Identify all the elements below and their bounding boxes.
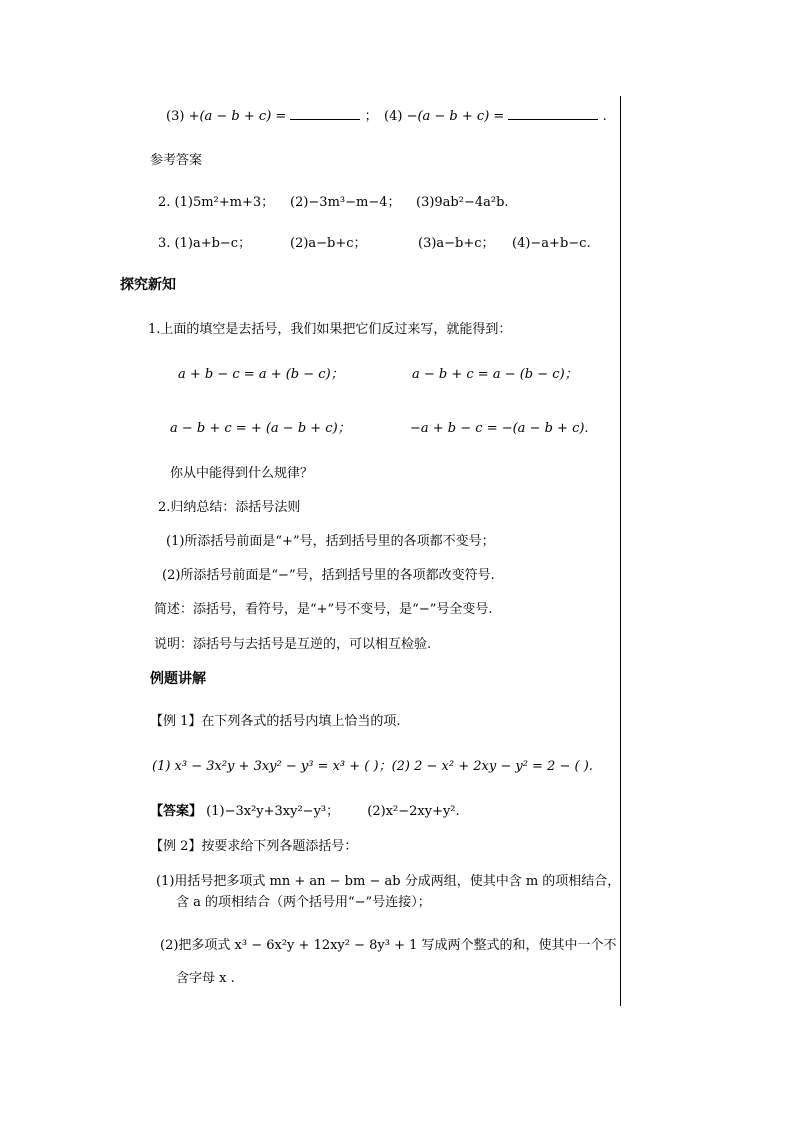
explore-heading: 探究新知 (120, 277, 176, 293)
rule-brief: 简述：添括号，看符号，是“+”号不变号，是“−”号全变号. (154, 602, 493, 617)
example-1-answer: 【答案】 (1)−3x²y+3xy²−y³； (2)x²−2xy+y². (150, 804, 460, 819)
equation-4: −a + b − c = −(a − b + c). (410, 421, 589, 436)
answer-blank-4[interactable] (508, 107, 598, 120)
answer-2-3: (3)9ab²−4a²b. (416, 195, 509, 210)
answer-3-3: (3)a−b+c； (418, 236, 495, 251)
answer-2-2: (2)−3m³−m−4； (290, 195, 401, 210)
answer-blank-3[interactable] (290, 107, 360, 120)
right-margin-rule (620, 96, 621, 1006)
example-2-title: 【例 2】按要求给下列各题添括号： (150, 839, 358, 854)
example-1-title: 【例 1】在下列各式的括号内填上恰当的项. (150, 714, 401, 729)
equation-2: a − b + c = a − (b − c)； (412, 367, 578, 382)
rule-2: (2)所添括号前面是“−”号，括到括号里的各项都改变符号. (162, 568, 495, 583)
explore-question: 你从中能得到什么规律？ (170, 466, 314, 481)
example-1-expression: (1) x³ − 3x²y + 3xy² − y³ = x³ + ( )；(2) 2 − x² + 2xy − y² = 2 − ( ). (152, 759, 593, 774)
equation-1: a + b − c = a + (b − c)； (178, 367, 344, 382)
example-2-part-2b: 含字母 x . (176, 971, 235, 986)
example-2-part-2a: (2)把多项式 x³ − 6x²y + 12xy² − 8y³ + 1 写成两个整式的和，使其中一个不 (160, 938, 617, 953)
exercise-item-4: (4) −(a − b + c) = . (384, 109, 607, 124)
answers-title: 参考答案 (150, 153, 203, 168)
rule-note: 说明：添括号与去括号是互逆的，可以相互检验. (154, 637, 432, 652)
explore-p1: 1.上面的填空是去括号，我们如果把它们反过来写，就能得到： (148, 322, 512, 337)
answer-3-4: (4)−a+b−c. (512, 236, 591, 251)
exercise-item-3: (3) +(a − b + c) = ； (166, 109, 378, 124)
answer-2-1: 2. (1)5m²+m+3； (158, 195, 275, 210)
examples-heading: 例题讲解 (150, 671, 206, 687)
answer-3-1: 3. (1)a+b−c； (158, 236, 252, 251)
example-2-part-1b: 含 a 的项相结合（两个括号用“−”号连接）； (176, 895, 431, 910)
rule-1: (1)所添括号前面是“+”号，括到括号里的各项都不变号； (166, 534, 495, 549)
example-2-part-1a: (1)用括号把多项式 mn + an − bm − ab 分成两组，使其中含 m 的项相结合， (156, 874, 621, 889)
equation-3: a − b + c = + (a − b + c)； (170, 421, 351, 436)
answer-3-2: (2)a−b+c； (290, 236, 367, 251)
explore-p2: 2.归纳总结：添括号法则 (158, 500, 301, 515)
